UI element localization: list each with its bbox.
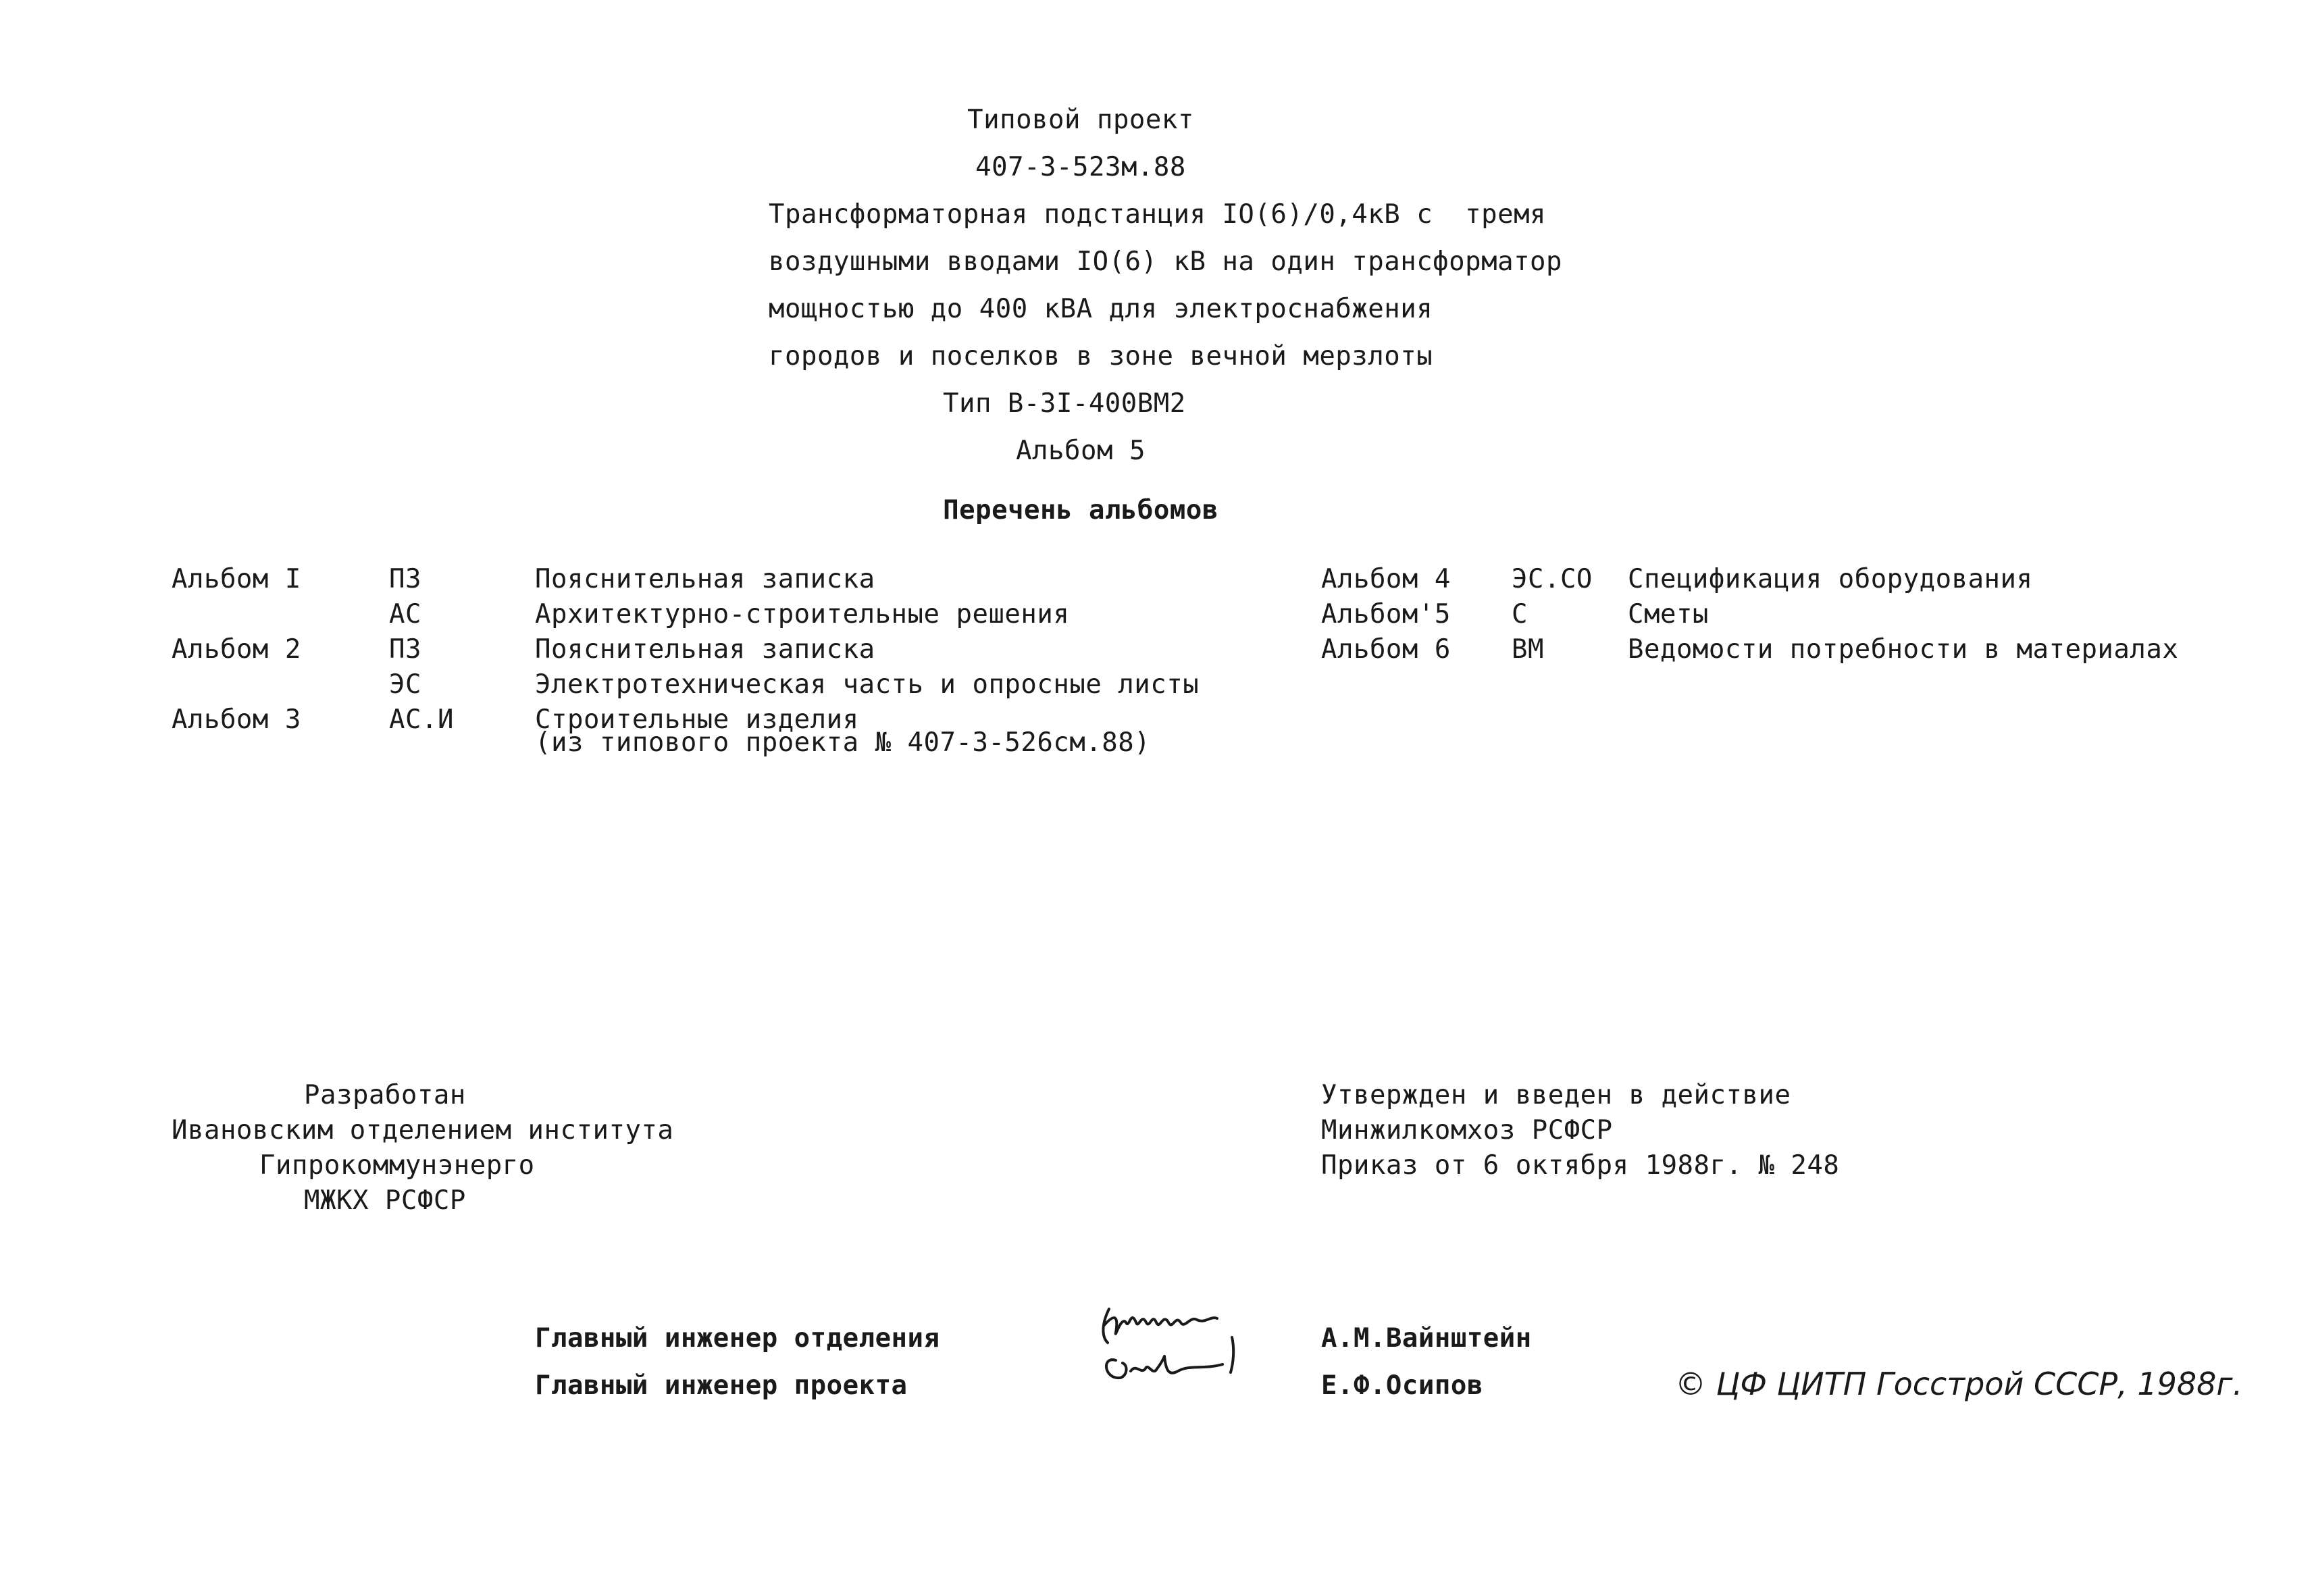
album-label: Альбом'5 — [1321, 599, 1451, 629]
signatory-name: А.М.Вайнштейн — [1321, 1323, 1532, 1354]
album-code: АС — [389, 599, 421, 629]
project-description-1: Трансформаторная подстанция IO(6)/0,4кВ с тремя — [769, 199, 1547, 230]
album-title-note: (из типового проекта № 407-3-526см.88) — [535, 727, 1151, 758]
album-code: ЭС — [389, 669, 421, 700]
albums-list-heading: Перечень альбомов — [943, 495, 1218, 525]
doc-type: Типовой проект — [967, 105, 1194, 135]
album-title: Сметы — [1628, 599, 1709, 629]
project-description-3: мощностью до 400 кВА для электроснабжения — [769, 294, 1433, 324]
album-title: Строительные изделия — [535, 704, 859, 735]
signatory-name: Е.Ф.Осипов — [1321, 1370, 1483, 1401]
album-code: ВМ — [1512, 634, 1544, 665]
album-label: Альбом 4 — [1321, 564, 1451, 594]
handwritten-signature — [1089, 1295, 1251, 1397]
album-title: Архитектурно-строительные решения — [535, 599, 1070, 629]
project-description-4: городов и поселков в зоне вечной мерзлоты — [769, 341, 1433, 371]
album-title: Пояснительная записка — [535, 564, 875, 594]
approval-line: Минжилкомхоз РСФСР — [1321, 1115, 1613, 1145]
album-title: Спецификация оборудования — [1628, 564, 2033, 594]
copyright-stamp: © ЦФ ЦИТП Госстрой СССР, 1988г. — [1675, 1366, 2243, 1402]
album-label: Альбом 3 — [172, 704, 301, 735]
album-number: Альбом 5 — [1016, 436, 1146, 466]
developer-line: Гипрокоммунэнерго — [259, 1150, 535, 1181]
album-label: Альбом 6 — [1321, 634, 1451, 665]
album-label: Альбом 2 — [172, 634, 301, 665]
album-title: Электротехническая часть и опросные листы — [535, 669, 1200, 700]
album-title: Пояснительная записка — [535, 634, 875, 665]
album-code: ЭС.СО — [1512, 564, 1593, 594]
developer-line: Разработан — [304, 1080, 466, 1110]
album-code: ПЗ — [389, 634, 421, 665]
album-code: ПЗ — [389, 564, 421, 594]
approval-line: Приказ от 6 октября 1988г. № 248 — [1321, 1150, 1840, 1181]
developer-line: МЖКХ РСФСР — [304, 1185, 466, 1216]
approval-line: Утвержден и введен в действие — [1321, 1080, 1791, 1110]
project-description-2: воздушными вводами IO(6) кВ на один трансформатор — [769, 247, 1563, 277]
developer-line: Ивановским отделением института — [172, 1115, 674, 1145]
album-code: АС.И — [389, 704, 454, 735]
album-label: Альбом I — [172, 564, 301, 594]
project-number: 407-3-523м.88 — [975, 152, 1186, 182]
signatory-role: Главный инженер проекта — [535, 1370, 908, 1401]
signatory-role: Главный инженер отделения — [535, 1323, 940, 1354]
album-code: С — [1512, 599, 1528, 629]
station-type: Тип В-3I-400ВМ2 — [943, 388, 1186, 419]
album-title: Ведомости потребности в материалах — [1628, 634, 2179, 665]
